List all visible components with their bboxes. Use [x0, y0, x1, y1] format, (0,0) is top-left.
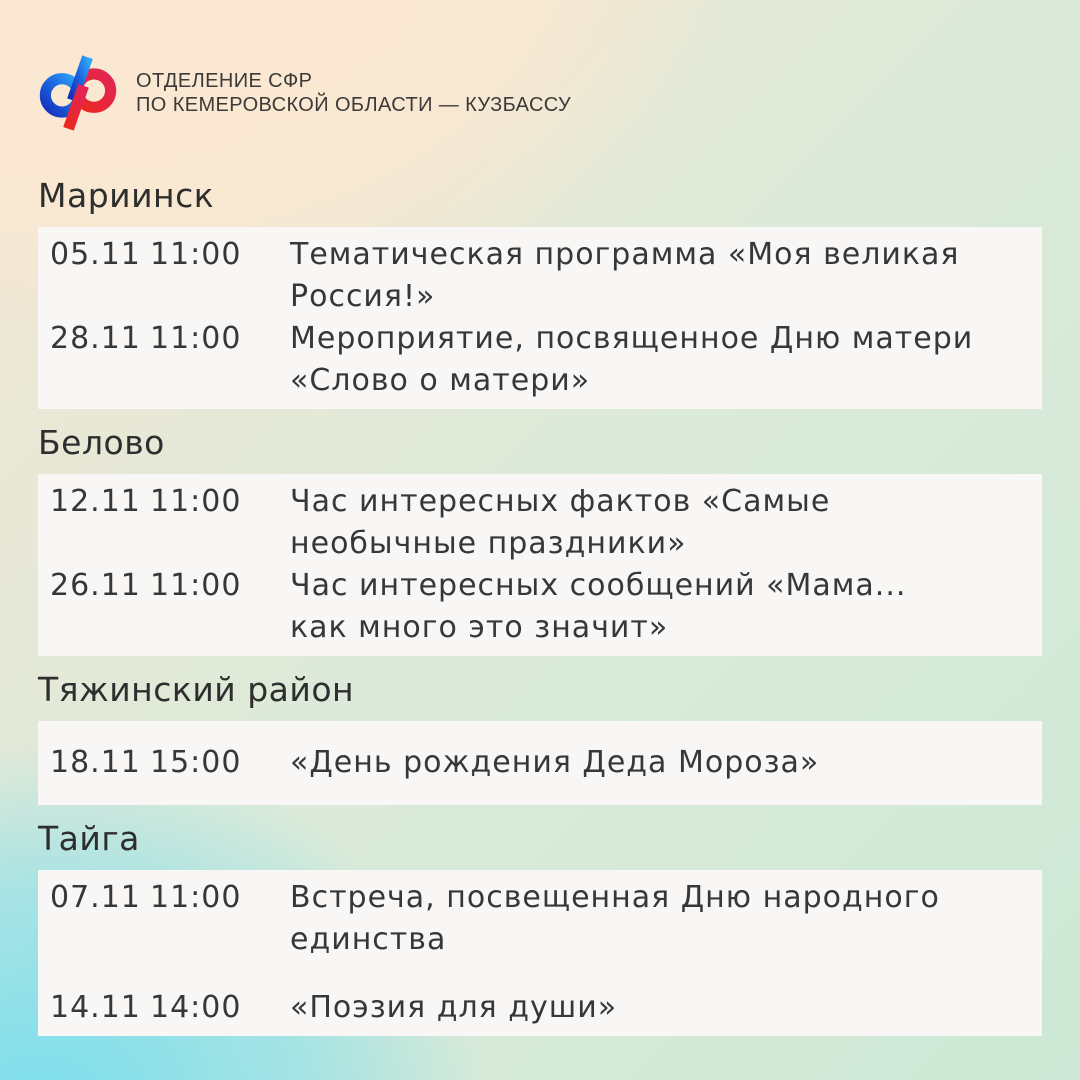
- event-date: 26.11: [50, 568, 141, 603]
- event-row: [50, 565, 1022, 649]
- city-section: [38, 670, 1042, 805]
- events-card: [38, 474, 1042, 656]
- event-description-line: «Слово о матери»: [290, 363, 591, 398]
- city-heading: Тайга: [38, 819, 140, 858]
- event-description: [290, 987, 1022, 1029]
- event-description-line: Час интересных сообщений «Мама...: [290, 568, 907, 603]
- event-time: 11:00: [150, 484, 242, 519]
- brand-line2: ПО КЕМЕРОВСКОЙ ОБЛАСТИ — КУЗБАССУ: [136, 94, 572, 116]
- event-description-line: Тематическая программа «Моя великая: [290, 237, 960, 272]
- event-description: [290, 742, 1022, 784]
- brand-line1: ОТДЕЛЕНИЕ СФР: [136, 70, 313, 92]
- event-description-line: как много это значит»: [290, 610, 669, 645]
- city-section: [38, 176, 1042, 409]
- city-heading: Мариинск: [38, 176, 215, 215]
- sfr-logo-icon: [38, 54, 118, 132]
- event-description-line: единства: [290, 922, 447, 957]
- event-time: 11:00: [150, 237, 242, 272]
- event-time: 14:00: [150, 990, 242, 1025]
- header-brand: [38, 0, 1042, 132]
- event-description: [290, 565, 1022, 649]
- event-row: [50, 987, 1022, 1029]
- event-time: 11:00: [150, 880, 242, 915]
- event-date: 12.11: [50, 484, 141, 519]
- event-description: [290, 318, 1022, 402]
- event-description: [290, 877, 1022, 961]
- event-time: 11:00: [150, 568, 242, 603]
- event-row: [50, 481, 1022, 565]
- event-date: 05.11: [50, 237, 141, 272]
- events-card: [38, 870, 1042, 1036]
- event-description-line: Россия!»: [290, 279, 436, 314]
- events-schedule: [38, 176, 1042, 1036]
- event-description-line: Час интересных фактов «Самые: [290, 484, 831, 519]
- event-row: [50, 318, 1022, 402]
- city-section: [38, 819, 1042, 1036]
- event-description-line: Мероприятие, посвященное Дню матери: [290, 321, 974, 356]
- event-row: [50, 742, 1022, 784]
- city-heading: Белово: [38, 423, 165, 462]
- event-description-line: «День рождения Деда Мороза»: [290, 745, 820, 780]
- events-card: [38, 227, 1042, 409]
- event-date: 07.11: [50, 880, 141, 915]
- event-date: 14.11: [50, 990, 141, 1025]
- event-time: 11:00: [150, 321, 242, 356]
- event-description: [290, 234, 1022, 318]
- event-description-line: Встреча, посвещенная Дню народного: [290, 880, 940, 915]
- event-description: [290, 481, 1022, 565]
- event-row: [50, 234, 1022, 318]
- city-heading: Тяжинский район: [38, 670, 355, 709]
- event-description-line: необычные праздники»: [290, 526, 687, 561]
- brand-text: [136, 69, 571, 117]
- event-time: 15:00: [150, 745, 242, 780]
- event-row: [50, 877, 1022, 961]
- event-date: 18.11: [50, 745, 141, 780]
- events-card: [38, 721, 1042, 805]
- event-date: 28.11: [50, 321, 141, 356]
- city-section: [38, 423, 1042, 656]
- event-description-line: «Поэзия для души»: [290, 990, 618, 1025]
